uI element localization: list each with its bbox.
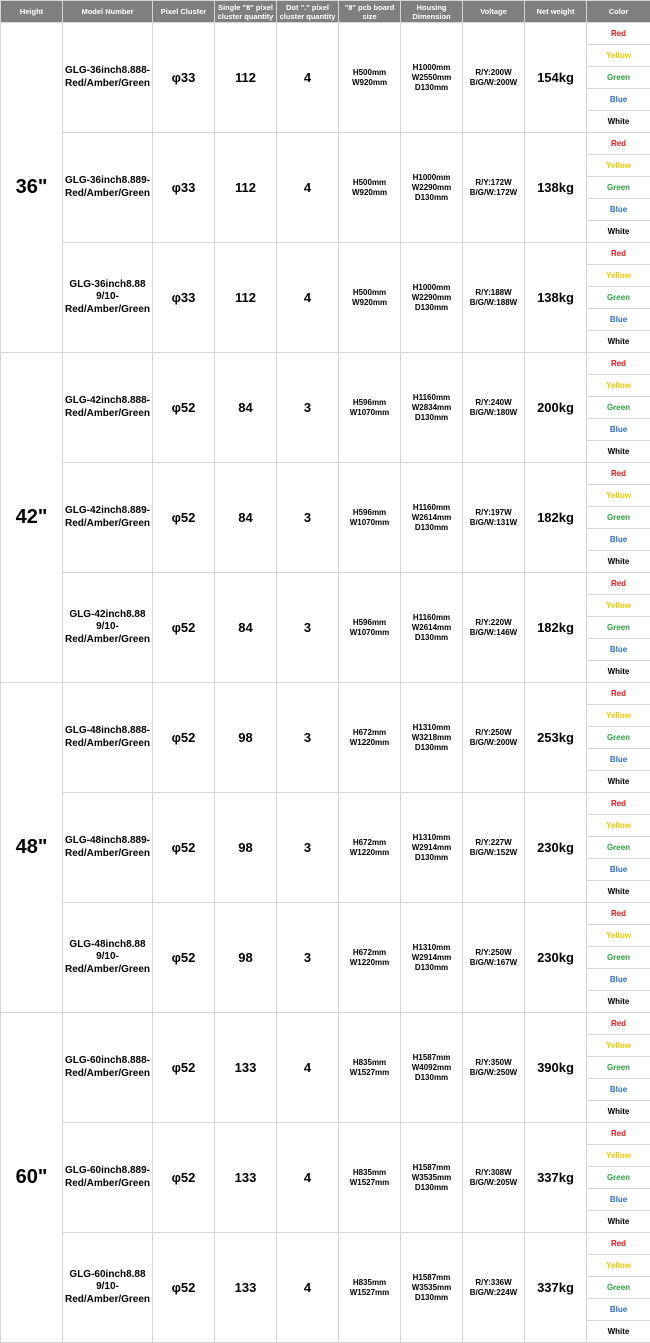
dot-qty-cell: 4: [277, 243, 339, 353]
model-number-cell: [63, 683, 153, 793]
housing-dimension-cell: [401, 243, 463, 353]
dot-qty-cell: 3: [277, 463, 339, 573]
cell-line: GLG-60inch8.88: [69, 1269, 145, 1280]
header-dot-pixel-qty: Dot "." pixel cluster quantity: [277, 1, 339, 23]
pixel-cluster-cell: φ33: [153, 23, 215, 133]
pcb-size-cell: [339, 133, 401, 243]
pixel-cluster-cell: φ52: [153, 1013, 215, 1123]
cell-line: GLG-42inch8.889-: [65, 505, 150, 516]
model-number-cell: [63, 1013, 153, 1123]
header-pcb-size: "8" pcb board size: [339, 1, 401, 23]
height-cell: 60": [1, 1013, 63, 1343]
net-weight-cell: 253kg: [525, 683, 587, 793]
color-cell-red: Red: [587, 243, 650, 265]
height-cell: 42": [1, 353, 63, 683]
model-number-cell: [63, 793, 153, 903]
voltage-cell: [463, 1013, 525, 1123]
cell-line: H1310mm: [413, 943, 451, 952]
color-cell-yellow: Yellow: [587, 265, 650, 287]
single-qty-cell: 133: [215, 1233, 277, 1343]
color-cell-green: Green: [587, 947, 650, 969]
color-cell-red: Red: [587, 353, 650, 375]
dot-qty-cell: 3: [277, 353, 339, 463]
cell-line: W3218mm: [412, 733, 452, 742]
cell-line: Red/Amber/Green: [65, 188, 150, 199]
pcb-size-cell: [339, 1233, 401, 1343]
color-cell-red: Red: [587, 903, 650, 925]
cell-line: H596mm: [353, 508, 386, 517]
pixel-cluster-cell: φ52: [153, 793, 215, 903]
cell-line: H835mm: [353, 1278, 386, 1287]
cell-line: W3535mm: [412, 1173, 452, 1182]
pixel-cluster-cell: φ52: [153, 1233, 215, 1343]
voltage-cell: [463, 133, 525, 243]
net-weight-cell: 154kg: [525, 23, 587, 133]
pcb-size-cell: [339, 353, 401, 463]
cell-line: W2290mm: [412, 293, 452, 302]
color-cell-green: Green: [587, 727, 650, 749]
cell-line: Red/Amber/Green: [65, 78, 150, 89]
cell-line: W920mm: [352, 78, 387, 87]
color-cell-red: Red: [587, 1123, 650, 1145]
color-cell-red: Red: [587, 683, 650, 705]
color-cell-blue: Blue: [587, 859, 650, 881]
net-weight-cell: 390kg: [525, 1013, 587, 1123]
color-cell-blue: Blue: [587, 89, 650, 111]
dot-qty-cell: 3: [277, 793, 339, 903]
cell-line: GLG-48inch8.88: [69, 939, 145, 950]
cell-line: B/G/W:188W: [470, 298, 517, 307]
cell-line: 9/10-: [96, 291, 119, 302]
cell-line: 9/10-: [96, 951, 119, 962]
cell-line: Red/Amber/Green: [65, 518, 150, 529]
header-color: Color: [587, 1, 650, 23]
single-qty-cell: 112: [215, 133, 277, 243]
cell-line: H1587mm: [413, 1163, 451, 1172]
header-row: [1, 1, 650, 23]
cell-line: H500mm: [353, 288, 386, 297]
dot-qty-cell: 4: [277, 133, 339, 243]
cell-line: W920mm: [352, 188, 387, 197]
pcb-size-cell: [339, 573, 401, 683]
single-qty-cell: 98: [215, 903, 277, 1013]
cell-line: D130mm: [415, 1293, 448, 1302]
cell-line: H1000mm: [413, 283, 451, 292]
cell-line: W2550mm: [412, 73, 452, 82]
cell-line: R/Y:250W: [475, 948, 511, 957]
color-cell-white: White: [587, 331, 650, 353]
cell-line: GLG-42inch8.888-: [65, 395, 150, 406]
housing-dimension-cell: [401, 683, 463, 793]
model-number-cell: [63, 353, 153, 463]
color-cell-white: White: [587, 661, 650, 683]
cell-line: GLG-36inch8.888-: [65, 65, 150, 76]
voltage-cell: [463, 683, 525, 793]
header-height: Height: [1, 1, 63, 23]
color-cell-yellow: Yellow: [587, 705, 650, 727]
color-cell-blue: Blue: [587, 529, 650, 551]
single-qty-cell: 98: [215, 683, 277, 793]
cell-line: B/G/W:146W: [470, 628, 517, 637]
voltage-cell: [463, 463, 525, 573]
housing-dimension-cell: [401, 23, 463, 133]
table-row: [1, 1233, 650, 1255]
table-row: [1, 23, 650, 45]
color-cell-yellow: Yellow: [587, 595, 650, 617]
dot-qty-cell: 4: [277, 1013, 339, 1123]
cell-line: W2834mm: [412, 403, 452, 412]
cell-line: Red/Amber/Green: [65, 1178, 150, 1189]
cell-line: R/Y:336W: [475, 1278, 511, 1287]
voltage-cell: [463, 1233, 525, 1343]
color-cell-green: Green: [587, 1167, 650, 1189]
housing-dimension-cell: [401, 133, 463, 243]
table-row: [1, 1123, 650, 1145]
color-cell-green: Green: [587, 1057, 650, 1079]
cell-line: H1310mm: [413, 723, 451, 732]
voltage-cell: [463, 243, 525, 353]
color-cell-blue: Blue: [587, 1079, 650, 1101]
model-number-cell: [63, 903, 153, 1013]
cell-line: H1160mm: [413, 393, 450, 402]
voltage-cell: [463, 903, 525, 1013]
color-cell-white: White: [587, 1101, 650, 1123]
color-cell-red: Red: [587, 1233, 650, 1255]
single-qty-cell: 112: [215, 243, 277, 353]
color-cell-yellow: Yellow: [587, 815, 650, 837]
net-weight-cell: 230kg: [525, 903, 587, 1013]
cell-line: D130mm: [415, 523, 448, 532]
housing-dimension-cell: [401, 1123, 463, 1233]
cell-line: Red/Amber/Green: [65, 634, 150, 645]
housing-dimension-cell: [401, 903, 463, 1013]
height-cell: 48": [1, 683, 63, 1013]
cell-line: B/G/W:224W: [470, 1288, 517, 1297]
cell-line: Red/Amber/Green: [65, 408, 150, 419]
cell-line: W2914mm: [412, 953, 452, 962]
cell-line: H835mm: [353, 1058, 386, 1067]
color-cell-green: Green: [587, 507, 650, 529]
cell-line: R/Y:350W: [475, 1058, 511, 1067]
pcb-size-cell: [339, 23, 401, 133]
pcb-size-cell: [339, 1123, 401, 1233]
cell-line: D130mm: [415, 853, 448, 862]
housing-dimension-cell: [401, 463, 463, 573]
color-cell-green: Green: [587, 287, 650, 309]
cell-line: H835mm: [353, 1168, 386, 1177]
color-cell-blue: Blue: [587, 1299, 650, 1321]
pixel-cluster-cell: φ52: [153, 573, 215, 683]
color-cell-yellow: Yellow: [587, 1035, 650, 1057]
table-row: [1, 463, 650, 485]
color-cell-white: White: [587, 881, 650, 903]
cell-line: R/Y:308W: [475, 1168, 511, 1177]
cell-line: B/G/W:180W: [470, 408, 517, 417]
table-row: [1, 243, 650, 265]
cell-line: Red/Amber/Green: [65, 738, 150, 749]
cell-line: D130mm: [415, 1073, 448, 1082]
spec-table-body: [1, 23, 650, 1343]
cell-line: D130mm: [415, 963, 448, 972]
dot-qty-cell: 4: [277, 1233, 339, 1343]
cell-line: W3535mm: [412, 1283, 452, 1292]
net-weight-cell: 200kg: [525, 353, 587, 463]
cell-line: B/G/W:167W: [470, 958, 517, 967]
single-qty-cell: 98: [215, 793, 277, 903]
color-cell-blue: Blue: [587, 969, 650, 991]
net-weight-cell: 337kg: [525, 1233, 587, 1343]
cell-line: H500mm: [353, 178, 386, 187]
single-qty-cell: 84: [215, 353, 277, 463]
color-cell-yellow: Yellow: [587, 375, 650, 397]
cell-line: H500mm: [353, 68, 386, 77]
cell-line: B/G/W:200W: [470, 78, 517, 87]
cell-line: W1220mm: [350, 738, 390, 747]
cell-line: D130mm: [415, 303, 448, 312]
header-net-weight: Net weight: [525, 1, 587, 23]
cell-line: W1070mm: [350, 628, 390, 637]
cell-line: W1220mm: [350, 848, 390, 857]
cell-line: GLG-36inch8.88: [69, 279, 145, 290]
cell-line: Red/Amber/Green: [65, 964, 150, 975]
net-weight-cell: 337kg: [525, 1123, 587, 1233]
net-weight-cell: 182kg: [525, 573, 587, 683]
cell-line: W1527mm: [350, 1288, 390, 1297]
table-row: [1, 903, 650, 925]
single-qty-cell: 133: [215, 1123, 277, 1233]
pixel-cluster-cell: φ52: [153, 353, 215, 463]
net-weight-cell: 138kg: [525, 133, 587, 243]
cell-line: B/G/W:200W: [470, 738, 517, 747]
pixel-cluster-cell: φ52: [153, 463, 215, 573]
housing-dimension-cell: [401, 793, 463, 903]
color-cell-red: Red: [587, 23, 650, 45]
color-cell-blue: Blue: [587, 419, 650, 441]
cell-line: H672mm: [353, 948, 386, 957]
color-cell-white: White: [587, 1321, 650, 1343]
housing-dimension-cell: [401, 1233, 463, 1343]
dot-qty-cell: 3: [277, 683, 339, 793]
cell-line: R/Y:240W: [475, 398, 511, 407]
cell-line: W4092mm: [412, 1063, 452, 1072]
cell-line: R/Y:172W: [475, 178, 511, 187]
cell-line: H1587mm: [413, 1053, 451, 1062]
pcb-size-cell: [339, 243, 401, 353]
table-row: [1, 683, 650, 705]
cell-line: R/Y:220W: [475, 618, 511, 627]
color-cell-green: Green: [587, 67, 650, 89]
housing-dimension-cell: [401, 353, 463, 463]
cell-line: R/Y:188W: [475, 288, 511, 297]
cell-line: 9/10-: [96, 1281, 119, 1292]
table-row: [1, 133, 650, 155]
model-number-cell: [63, 243, 153, 353]
cell-line: B/G/W:131W: [470, 518, 517, 527]
dot-qty-cell: 3: [277, 903, 339, 1013]
cell-line: GLG-60inch8.888-: [65, 1055, 150, 1066]
dot-qty-cell: 3: [277, 573, 339, 683]
pixel-cluster-cell: φ33: [153, 133, 215, 243]
model-number-cell: [63, 133, 153, 243]
cell-line: Red/Amber/Green: [65, 848, 150, 859]
color-cell-white: White: [587, 1211, 650, 1233]
net-weight-cell: 138kg: [525, 243, 587, 353]
color-cell-blue: Blue: [587, 639, 650, 661]
header-housing-dimension: Housing Dimension: [401, 1, 463, 23]
model-number-cell: [63, 1233, 153, 1343]
cell-line: W1527mm: [350, 1068, 390, 1077]
table-row: [1, 793, 650, 815]
cell-line: H1310mm: [413, 833, 451, 842]
cell-line: GLG-48inch8.888-: [65, 725, 150, 736]
cell-line: Red/Amber/Green: [65, 1068, 150, 1079]
housing-dimension-cell: [401, 1013, 463, 1123]
color-cell-red: Red: [587, 1013, 650, 1035]
cell-line: R/Y:200W: [475, 68, 511, 77]
color-cell-yellow: Yellow: [587, 1145, 650, 1167]
color-cell-white: White: [587, 771, 650, 793]
color-cell-green: Green: [587, 177, 650, 199]
cell-line: B/G/W:250W: [470, 1068, 517, 1077]
pcb-size-cell: [339, 683, 401, 793]
pcb-size-cell: [339, 903, 401, 1013]
voltage-cell: [463, 353, 525, 463]
cell-line: GLG-36inch8.889-: [65, 175, 150, 186]
color-cell-green: Green: [587, 1277, 650, 1299]
cell-line: Red/Amber/Green: [65, 1294, 150, 1305]
color-cell-red: Red: [587, 793, 650, 815]
color-cell-blue: Blue: [587, 199, 650, 221]
model-number-cell: [63, 23, 153, 133]
net-weight-cell: 182kg: [525, 463, 587, 573]
cell-line: H596mm: [353, 618, 386, 627]
cell-line: D130mm: [415, 743, 448, 752]
cell-line: H596mm: [353, 398, 386, 407]
header-model-number: Model Number: [63, 1, 153, 23]
color-cell-blue: Blue: [587, 749, 650, 771]
cell-line: GLG-48inch8.889-: [65, 835, 150, 846]
cell-line: W1220mm: [350, 958, 390, 967]
color-cell-white: White: [587, 111, 650, 133]
cell-line: R/Y:227W: [475, 838, 511, 847]
color-cell-yellow: Yellow: [587, 1255, 650, 1277]
color-cell-blue: Blue: [587, 1189, 650, 1211]
cell-line: D130mm: [415, 193, 448, 202]
model-number-cell: [63, 573, 153, 683]
table-row: [1, 573, 650, 595]
cell-line: R/Y:197W: [475, 508, 511, 517]
cell-line: B/G/W:205W: [470, 1178, 517, 1187]
cell-line: B/G/W:172W: [470, 188, 517, 197]
single-qty-cell: 84: [215, 573, 277, 683]
color-cell-green: Green: [587, 837, 650, 859]
cell-line: R/Y:250W: [475, 728, 511, 737]
pcb-size-cell: [339, 793, 401, 903]
model-number-cell: [63, 1123, 153, 1233]
single-qty-cell: 112: [215, 23, 277, 133]
single-qty-cell: 133: [215, 1013, 277, 1123]
pixel-cluster-cell: φ52: [153, 683, 215, 793]
voltage-cell: [463, 23, 525, 133]
voltage-cell: [463, 573, 525, 683]
color-cell-white: White: [587, 221, 650, 243]
color-cell-yellow: Yellow: [587, 485, 650, 507]
color-cell-green: Green: [587, 397, 650, 419]
header-single-pixel-qty: Single "8" pixel cluster quantity: [215, 1, 277, 23]
pcb-size-cell: [339, 463, 401, 573]
cell-line: D130mm: [415, 413, 448, 422]
color-cell-yellow: Yellow: [587, 925, 650, 947]
color-cell-white: White: [587, 551, 650, 573]
cell-line: W1070mm: [350, 518, 390, 527]
dot-qty-cell: 4: [277, 23, 339, 133]
color-cell-green: Green: [587, 617, 650, 639]
cell-line: H1000mm: [413, 173, 451, 182]
cell-line: H1160mm: [413, 613, 450, 622]
cell-line: H1160mm: [413, 503, 450, 512]
header-voltage: Voltage: [463, 1, 525, 23]
cell-line: W2614mm: [412, 623, 452, 632]
housing-dimension-cell: [401, 573, 463, 683]
cell-line: D130mm: [415, 83, 448, 92]
color-cell-white: White: [587, 991, 650, 1013]
cell-line: B/G/W:152W: [470, 848, 517, 857]
color-cell-red: Red: [587, 133, 650, 155]
cell-line: W2614mm: [412, 513, 452, 522]
voltage-cell: [463, 1123, 525, 1233]
single-qty-cell: 84: [215, 463, 277, 573]
color-cell-yellow: Yellow: [587, 45, 650, 67]
cell-line: GLG-60inch8.889-: [65, 1165, 150, 1176]
color-cell-red: Red: [587, 573, 650, 595]
pixel-cluster-cell: φ52: [153, 1123, 215, 1233]
table-row: [1, 1013, 650, 1035]
pcb-size-cell: [339, 1013, 401, 1123]
model-number-cell: [63, 463, 153, 573]
dot-qty-cell: 4: [277, 1123, 339, 1233]
pixel-cluster-cell: φ33: [153, 243, 215, 353]
cell-line: GLG-42inch8.88: [69, 609, 145, 620]
table-row: [1, 353, 650, 375]
cell-line: W2290mm: [412, 183, 452, 192]
cell-line: H672mm: [353, 728, 386, 737]
cell-line: W920mm: [352, 298, 387, 307]
voltage-cell: [463, 793, 525, 903]
net-weight-cell: 230kg: [525, 793, 587, 903]
header-pixel-cluster: Pixel Cluster: [153, 1, 215, 23]
color-cell-yellow: Yellow: [587, 155, 650, 177]
cell-line: D130mm: [415, 1183, 448, 1192]
cell-line: W1527mm: [350, 1178, 390, 1187]
cell-line: H1587mm: [413, 1273, 451, 1282]
cell-line: Red/Amber/Green: [65, 304, 150, 315]
pixel-cluster-cell: φ52: [153, 903, 215, 1013]
cell-line: H672mm: [353, 838, 386, 847]
height-cell: 36": [1, 23, 63, 353]
color-cell-red: Red: [587, 463, 650, 485]
cell-line: H1000mm: [413, 63, 451, 72]
color-cell-blue: Blue: [587, 309, 650, 331]
color-cell-white: White: [587, 441, 650, 463]
cell-line: D130mm: [415, 633, 448, 642]
cell-line: W2914mm: [412, 843, 452, 852]
cell-line: W1070mm: [350, 408, 390, 417]
cell-line: 9/10-: [96, 621, 119, 632]
